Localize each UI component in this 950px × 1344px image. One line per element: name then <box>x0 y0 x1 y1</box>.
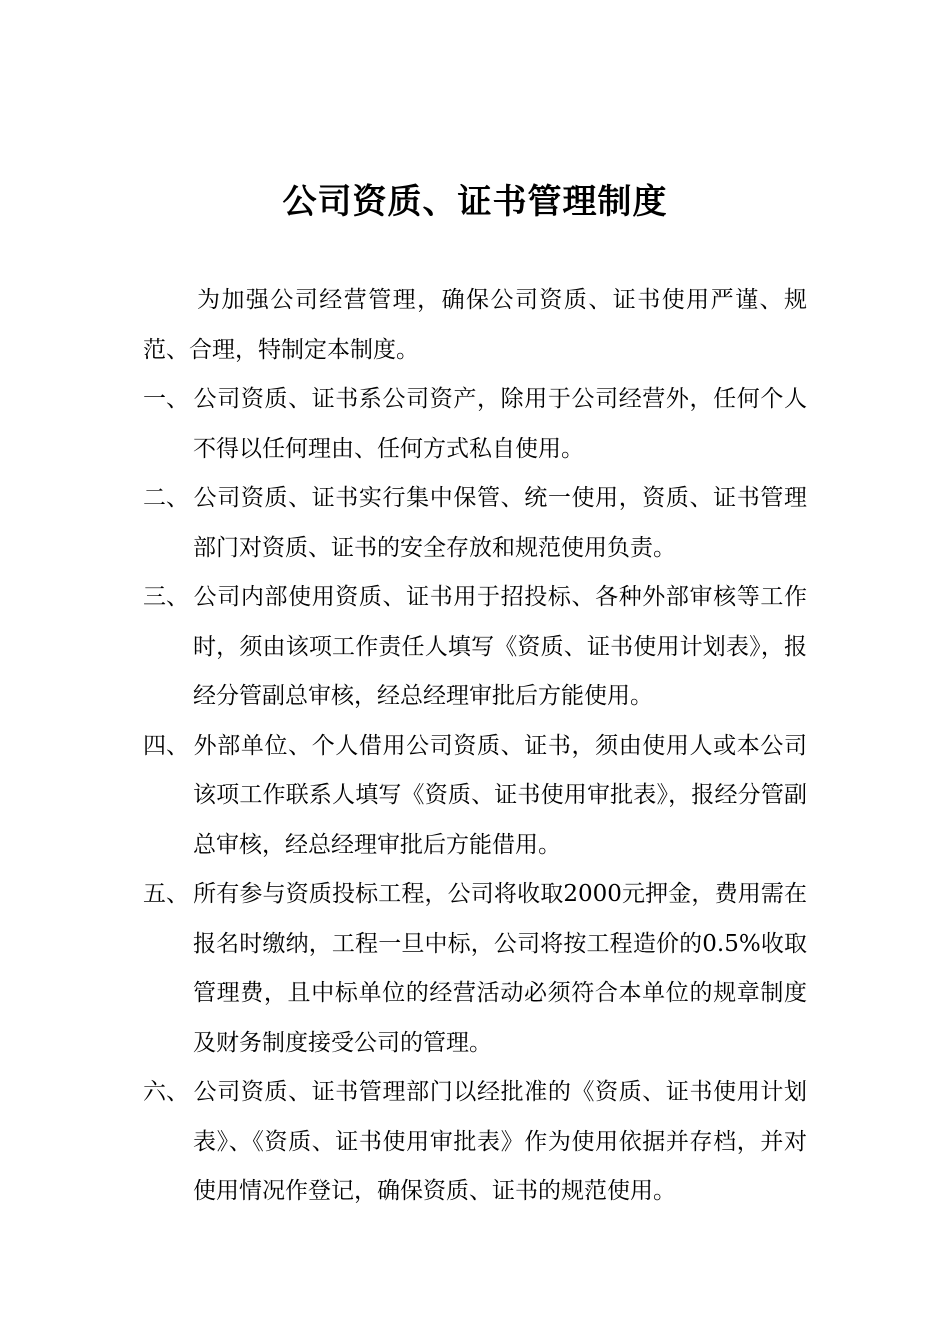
document-body <box>143 276 807 1217</box>
clause-number: 五、 <box>143 881 189 907</box>
clause-4 <box>143 722 807 871</box>
intro-paragraph: 为加强公司经营管理，确保公司资质、证书使用严谨、规范、合理，特制定本制度。 <box>143 287 807 363</box>
clause-number: 六、 <box>143 1079 189 1105</box>
clause-number: 四、 <box>143 732 189 759</box>
clause-number: 一、 <box>143 386 189 412</box>
clause-5 <box>143 870 807 1068</box>
clause-1 <box>143 375 807 474</box>
clause-text: 公司资质、证书管理部门以经批准的《资质、证书使用计划表》、《资质、证书使用审批表》作为使用依据并存档，并对使用情况作登记，确保资质、证书的规范使用。 <box>193 1079 807 1204</box>
clause-text: 外部单位、个人借用公司资质、证书，须由使用人或本公司该项工作联系人填写《资质、证书使用审批表》，报经分管副总审核，经总经理审批后方能借用。 <box>193 732 807 858</box>
clause-text: 公司资质、证书系公司资产，除用于公司经营外，任何个人不得以任何理由、任何方式私自使用。 <box>193 386 807 462</box>
page-title: 公司资质、证书管理制度 <box>282 182 668 222</box>
clause-number: 二、 <box>143 485 189 511</box>
clause-3 <box>143 573 807 722</box>
clause-number: 三、 <box>143 584 189 610</box>
clause-text: 公司内部使用资质、证书用于招投标、各种外部审核等工作时，须由该项工作责任人填写《资质、证书使用计划表》，报经分管副总审核，经总经理审批后方能使用。 <box>193 584 807 709</box>
clause-2 <box>143 474 807 573</box>
clause-text: 公司资质、证书实行集中保管、统一使用，资质、证书管理部门对资质、证书的安全存放和规范使用负责。 <box>193 485 807 561</box>
clause-text: 所有参与资质投标工程，公司将收取2000元押金，费用需在报名时缴纳，工程一旦中标，公司将按工程造价的0.5%收取管理费，且中标单位的经营活动必须符合本单位的规章制度及财务制度接受公司的管理。 <box>193 881 807 1056</box>
clause-6 <box>143 1068 807 1217</box>
